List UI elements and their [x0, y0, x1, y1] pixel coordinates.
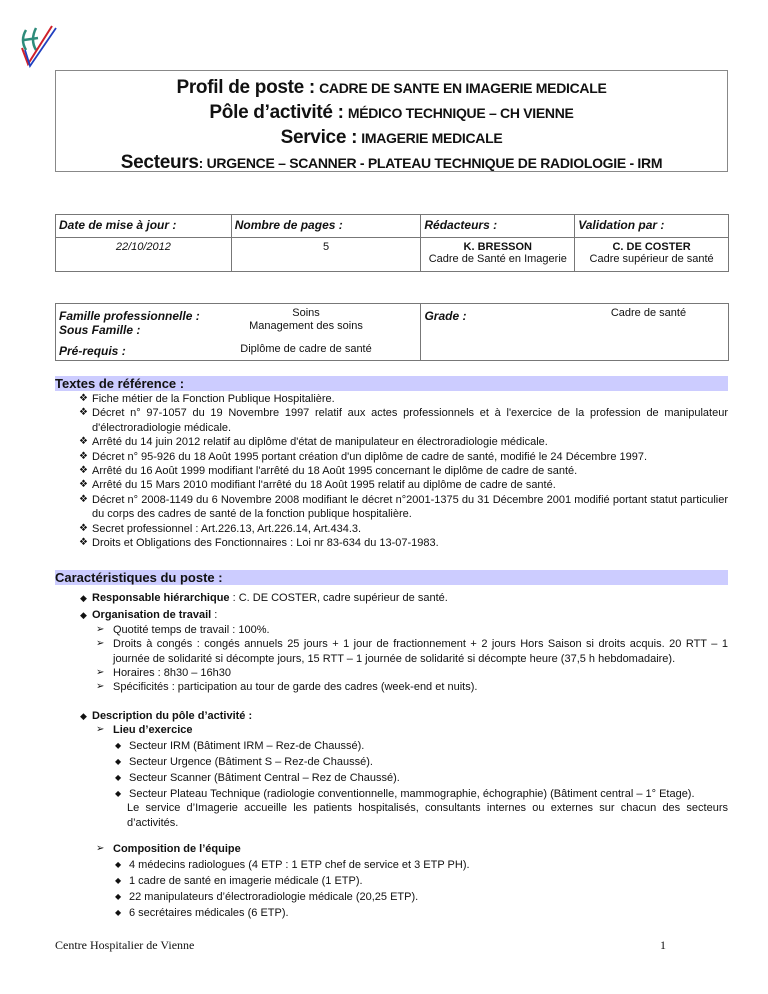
sous-famille-value: Management des soins: [249, 320, 363, 332]
sous-famille-label: Sous Famille :: [59, 323, 141, 337]
hospital-logo: [16, 20, 60, 68]
bullet-icon: ◆: [115, 891, 122, 901]
famille-value: Soins: [292, 307, 320, 319]
org-item: ➢ Droits à congés : congés annuels 25 jours + 1 jour de fractionnement + 2 jours Hors Saison si droits acquis. 20 RTT – 1 journée de solidarité si décompte jours, 15 RTT – 1 journée de solidarité si décompte heure (37,5 h hebdomadaire).: [96, 638, 728, 665]
arrow-bullet-icon: ➢: [96, 843, 105, 855]
responsable-item: ◆ Responsable hiérarchique : C. DE COSTER, cadre supérieur de santé.: [80, 592, 448, 604]
reference-item: ❖ Décret n° 97-1057 du 19 Novembre 1997 relatif aux actes professionnels et à l'exercice de la profession de manipulateur d'électroradiologie médicale.: [79, 407, 728, 434]
org-item: ➢ Quotité temps de travail : 100%.: [96, 623, 270, 636]
page-number: 1: [660, 938, 666, 952]
diamond-bullet-icon: ❖: [79, 436, 88, 448]
title-line-profil: Profil de poste : CADRE DE SANTE EN IMAGERIE MEDICALE: [176, 77, 607, 98]
prerequis-label: Pré-requis :: [59, 344, 126, 358]
bullet-icon: ◆: [115, 907, 122, 917]
validation-name: C. DE COSTER: [612, 241, 691, 253]
meta-table: [55, 214, 729, 272]
diamond-bullet-icon: ❖: [79, 537, 88, 549]
caracteristiques-list: [80, 588, 728, 920]
bullet-icon: ◆: [80, 710, 87, 721]
footer-text: Centre Hospitalier de Vienne: [55, 938, 195, 952]
diamond-bullet-icon: ❖: [79, 465, 88, 477]
caracteristiques-heading: Caractéristiques du poste :: [55, 570, 728, 585]
info-table: [55, 303, 729, 361]
update-date: 22/10/2012: [115, 241, 171, 253]
bullet-icon: ◆: [115, 875, 122, 885]
diamond-bullet-icon: ❖: [79, 450, 88, 462]
title-line-pole: Pôle d’activité : MÉDICO TECHNIQUE – CH VIENNE: [209, 102, 574, 123]
title-line-service: Service : IMAGERIE MEDICALE: [280, 127, 503, 148]
famille-label: Famille professionnelle :: [59, 309, 200, 323]
lieu-item: ◆ Secteur Scanner (Bâtiment Central – Rez de Chaussé).: [115, 771, 400, 784]
title-line-secteurs: Secteurs: URGENCE – SCANNER - PLATEAU TECHNIQUE DE RADIOLOGIE - IRM: [120, 152, 663, 173]
reference-item: ❖ Décret n° 95-926 du 18 Août 1995 portant création d'un diplôme de cadre de santé, modifié le 24 Décembre 1997.: [79, 450, 648, 463]
header-pages: Nombre de pages :: [231, 215, 421, 238]
reference-item: ❖ Droits et Obligations des Fonctionnaires : Loi nr 83-634 du 13-07-1983.: [79, 537, 439, 550]
reference-item: ❖ Décret n° 2008-1149 du 6 Novembre 2008 modifiant le décret n°2001-1375 du 31 Décembre 2001 modifié portant statut particulier du corps des cadres de santé de la fonction publique hospitalière.: [79, 493, 728, 521]
references-heading: Textes de référence :: [55, 376, 728, 391]
lieu-item: ◆ Secteur Plateau Technique (radiologie conventionnelle, mammographie, échographie) (Bâtiment central – 1° Etage).: [115, 787, 695, 800]
composition-item: ◆ 22 manipulateurs d’électroradiologie médicale (20,25 ETP).: [115, 890, 419, 903]
reference-item: ❖ Secret professionnel : Art.226.13, Art.226.14, Art.434.3.: [79, 522, 362, 535]
reference-item: ❖ Fiche métier de la Fonction Publique Hospitalière.: [79, 393, 335, 405]
page-count: 5: [231, 238, 421, 272]
diamond-bullet-icon: ❖: [79, 407, 88, 419]
org-item: ➢ Horaires : 8h30 – 16h30: [96, 667, 232, 680]
organisation-item: ◆ Organisation de travail :: [80, 609, 218, 622]
arrow-bullet-icon: ➢: [96, 681, 105, 693]
arrow-bullet-icon: ➢: [96, 667, 105, 679]
bullet-icon: ◆: [115, 860, 122, 869]
arrow-bullet-icon: ➢: [96, 724, 105, 736]
lieu-item: ◆ Secteur IRM (Bâtiment IRM – Rez-de Chaussé).: [115, 740, 365, 753]
bullet-icon: ◆: [80, 593, 87, 603]
prerequis-value: Diplôme de cadre de santé: [240, 343, 372, 355]
org-item: ➢ Spécificités : participation au tour de garde des cadres (week-end et nuits).: [96, 681, 478, 694]
diamond-bullet-icon: ❖: [79, 522, 88, 534]
composition-item: ◆ 6 secrétaires médicales (6 ETP).: [115, 906, 289, 919]
diamond-bullet-icon: ❖: [79, 479, 88, 491]
arrow-bullet-icon: ➢: [96, 638, 105, 650]
references-list: [80, 392, 728, 550]
reference-item: ❖ Arrêté du 15 Mars 2010 modifiant l'arrêté du 18 Août 1995 relatif au diplôme de cadre de santé.: [79, 479, 556, 492]
header-date: Date de mise à jour :: [56, 215, 232, 238]
header-redacteurs: Rédacteurs :: [421, 215, 575, 238]
reference-item: ❖ Arrêté du 16 Août 1999 modifiant l'arrêté du 18 Août 1995 concernant le diplôme de cadre de santé.: [79, 465, 578, 478]
composition-item: ◆ 4 médecins radiologues (4 ETP : 1 ETP chef de service et 3 ETP PH).: [115, 859, 470, 871]
bullet-icon: ◆: [115, 757, 122, 767]
bullet-icon: ◆: [80, 610, 87, 621]
lieu-heading: ➢ Lieu d’exercice: [96, 724, 193, 737]
grade-label: Grade :: [424, 309, 467, 323]
bullet-icon: ◆: [115, 772, 122, 782]
bullet-icon: ◆: [115, 741, 122, 751]
reference-item: ❖ Arrêté du 14 juin 2012 relatif au diplôme d'état de manipulateur en électroradiologie médicale.: [79, 436, 548, 449]
header-validation: Validation par :: [575, 215, 729, 238]
diamond-bullet-icon: ❖: [79, 493, 88, 505]
bullet-icon: ◆: [115, 788, 122, 798]
redacteur-name: K. BRESSON: [463, 241, 533, 253]
description-item: ◆ Description du pôle d’activité :: [80, 709, 253, 722]
title-box: [55, 70, 728, 172]
arrow-bullet-icon: ➢: [96, 623, 105, 635]
lieu-paragraph: Le service d’Imagerie accueille les patients hospitalisés, consultants internes ou externes sur chacun des secteurs d’activités.: [127, 802, 728, 829]
composition-item: ◆ 1 cadre de santé en imagerie médicale (1 ETP).: [115, 874, 363, 887]
composition-heading: ➢ Composition de l’équipe: [96, 843, 241, 856]
validation-role: Cadre supérieur de santé: [589, 253, 714, 265]
grade-value: Cadre de santé: [610, 307, 687, 319]
redacteur-role: Cadre de Santé en Imagerie: [428, 253, 567, 265]
diamond-bullet-icon: ❖: [79, 393, 88, 404]
lieu-item: ◆ Secteur Urgence (Bâtiment S – Rez-de Chaussé).: [115, 756, 373, 769]
